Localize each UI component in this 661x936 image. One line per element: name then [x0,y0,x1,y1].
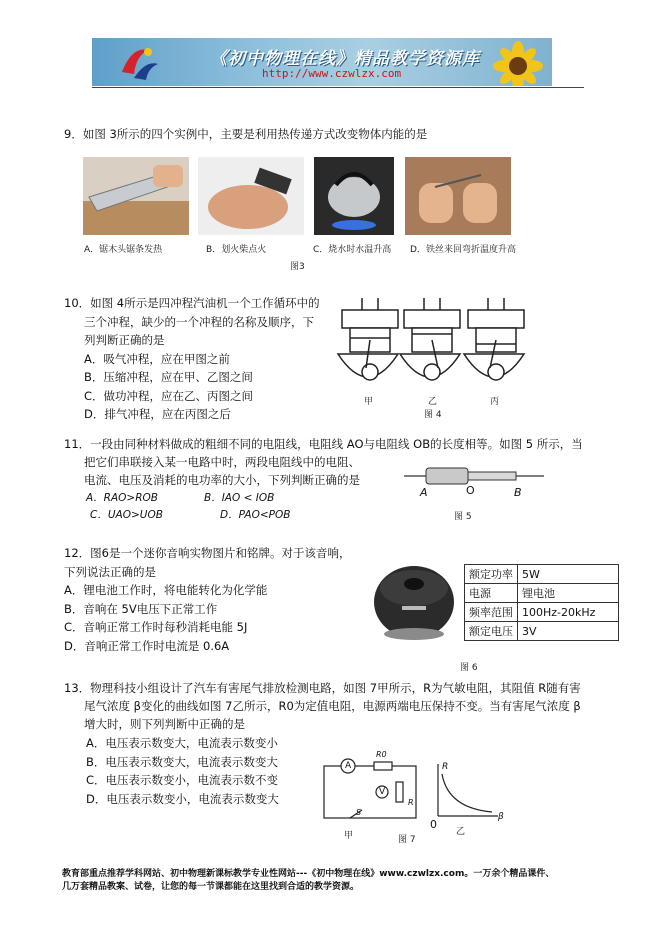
spec-key: 额定电压 [465,622,518,641]
kettle-photo-icon [314,157,394,235]
q12-figure-label: 图 6 [460,663,478,673]
q11-option-d: D．PAO<POB [220,509,291,521]
q10-stem-line: 三个冲程，缺少的一个冲程的名称及顺序，下 [84,314,314,329]
sunflower-icon [484,38,552,86]
q12-stem-line: 下列说法正确的是 [64,564,156,579]
option-letter: D． [410,245,426,255]
q9-figure-label: 图3 [290,262,305,272]
banner-url[interactable]: http://www.czwlzx.com [262,67,402,80]
q11-stem-line: 把它们串联接入某一电路中时，两段电阻线中的电阻、 [84,455,360,469]
spec-value: 锂电池 [518,584,619,603]
circuit-label-a: A [345,761,352,771]
spec-row [465,584,619,603]
option-letter: B． [206,245,222,255]
q12-option: C．音响正常工作时每秒消耗电能 5J [64,620,248,634]
r-beta-curve-icon [430,760,500,822]
q11-figure-label: 图 5 [454,512,472,522]
footer-line: 教育部重点推荐学科网站、初中物理新课标教学专业性网站---《初中物理在线》www.czwlzx.com。一万余个精品课件、 [62,869,555,879]
q13-figure-label: 图 7 [398,835,416,845]
q11-option-c: C．UAO>UOB [90,509,163,521]
q13-option: B．电压表示数变大，电流表示数变大 [86,754,278,769]
q13-stem-line: 尾气浓度 β变化的曲线如图 7乙所示，R0为定值电阻，电源两端电压保持不变。当有害尾气浓度 β [84,699,581,713]
wire-label-o: O [466,484,475,497]
q12-option: A．锂电池工作时，将电能转化为化学能 [64,583,268,597]
footer-line: 几万套精品教案、试卷，让您的每一节课都能在这里找到合适的教学资源。 [62,882,360,892]
graph-axis-y-label: R [442,762,449,772]
q13-stem-line: 13．物理科技小组设计了汽车有害尾气排放检测电路，如图 7甲所示，R为气敏电阻，其阻值 R随有害 [64,681,581,695]
graph-axis-x-label: β [498,812,504,822]
spec-key: 额定功率 [465,565,518,584]
engine-label-bing: 丙 [490,397,500,407]
option-caption: 铁丝来回弯折温度升高 [425,245,516,255]
speaker-photo-icon [368,558,460,642]
spec-row [465,565,619,584]
circuit-label-s: S [356,808,362,817]
q9-stem: 9．如图 3所示的四个实例中，主要是利用热传递方式改变物体内能的是 [64,127,428,141]
circuit-label-r: R [408,798,414,807]
spec-row [465,622,619,641]
q13-option: D．电压表示数变小，电流表示数变大 [86,791,279,806]
option-caption: 划火柴点火 [221,245,267,255]
engine-label-jia: 甲 [364,397,374,407]
spec-key: 频率范围 [465,603,518,622]
q11-option-b: B．IAO < IOB [204,492,275,504]
spec-value: 3V [518,622,619,641]
spec-row [465,603,619,622]
q13-option: C．电压表示数变小，电流表示数不变 [86,773,279,787]
circuit-label-v: V [379,787,386,797]
footer [62,868,622,894]
q10-option: A．吸气冲程，应在甲图之前 [84,351,230,366]
logo-icon [118,42,160,82]
q11-stem-line: 11．一段由同种材料做成的粗细不同的电阻线，电阻线 AO与电阻线 OB的长度相等。如图 5 所示，当 [64,437,583,451]
q13-option: A．电压表示数变大，电流表示数变小 [86,736,278,750]
q10-stem-line: 10．如图 4所示是四冲程汽油机一个工作循环中的 [64,296,320,310]
speaker-spec-table [464,564,619,641]
q12-block [64,544,364,655]
q10-stem-line: 列判断正确的是 [84,333,165,347]
q9-option-b [206,242,266,255]
circuit-diagram-icon [320,752,420,824]
q12-option: D．音响正常工作时电流是 0.6A [64,638,230,653]
option-caption: 烧水时水温升高 [328,245,392,255]
q9-option-d [410,242,516,255]
wire-label-b: B [514,486,522,499]
banner-title: 《初中物理在线》精品教学资源库 [210,49,480,69]
spec-value: 100Hz-20kHz [518,603,619,622]
wire-bending-photo-icon [405,157,511,235]
option-letter: C． [313,245,329,255]
option-letter: A． [84,245,100,255]
match-photo-icon [198,157,304,235]
q9-option-c [313,242,391,255]
q10-option: B．压缩冲程，应在甲、乙图之间 [84,370,253,384]
q13-options [86,734,306,808]
wire-label-a: A [420,486,428,499]
graph-origin-label: 0 [430,818,437,831]
spec-value: 5W [518,565,619,584]
q13-stem-line: 增大时，则下列判断中正确的是 [84,717,245,731]
q10-option: D．排气冲程，应在丙图之后 [84,407,231,421]
saw-photo-icon [83,157,189,235]
header-banner [92,38,552,86]
q11-stem-line: 电流、电压及消耗的电功率的大小，下列判断正确的是 [84,473,360,487]
q9-option-a [84,242,162,255]
q11-option-a: A．RAO>ROB [86,492,158,504]
engine-label-yi: 乙 [428,397,438,407]
q10-option: C．做功冲程，应在乙、丙图之间 [84,388,254,403]
engine-diagram-icon [334,296,534,404]
q12-option: B．音响在 5V电压下正常工作 [64,601,218,616]
header-divider [92,87,584,88]
option-caption: 锯木头锯条发热 [99,245,163,255]
circuit-label-r0: R0 [376,750,387,759]
circuit-label-jia: 甲 [344,831,354,841]
q10-figure-label: 图 4 [424,410,442,420]
spec-key: 电源 [465,584,518,603]
graph-label-yi: 乙 [456,827,466,837]
q12-stem-line: 12．图6是一个迷你音响实物图片和铭牌。对于该音响， [64,546,351,560]
q10-block [64,294,334,424]
